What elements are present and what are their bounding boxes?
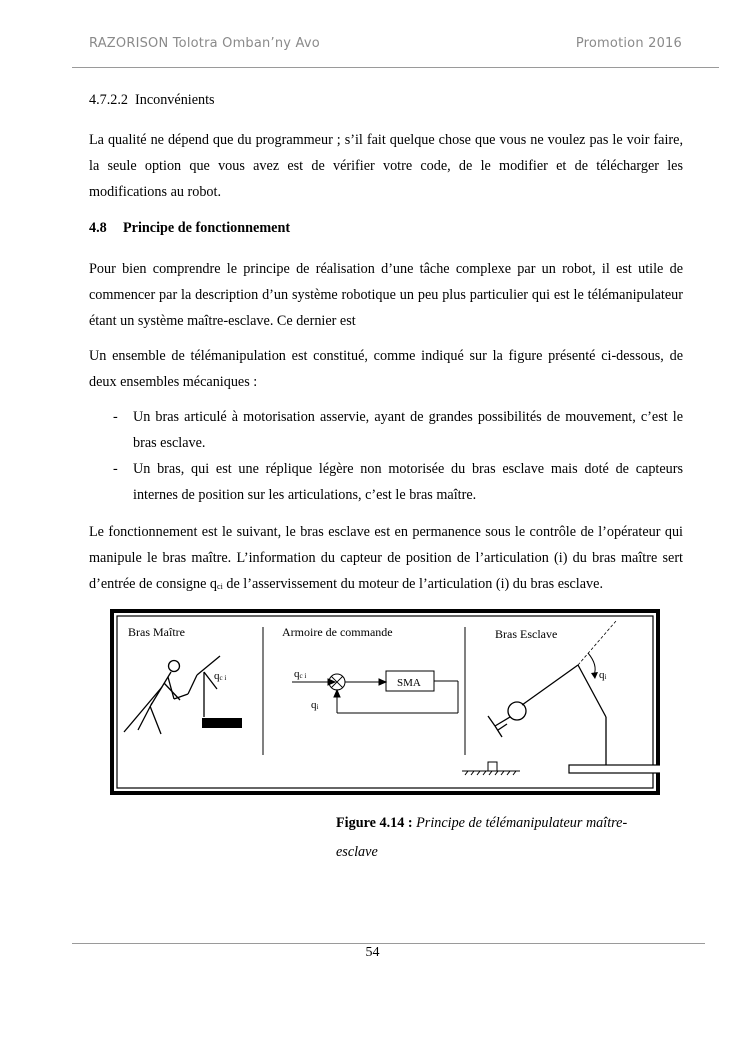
label-qci-master: qc i	[214, 670, 227, 682]
paragraph-inconvenients: La qualité ne dépend que du programmeur ; s’il fait quelque chose que vous ne voulez pas le voir faire, la seule option que vous avez est de vérifier votre code, de le modifier et de télécharger les modifications au robot.	[89, 132, 683, 200]
paragraph-intro: Pour bien comprendre le principe de réalisation d’une tâche complexe par un robot, il est utile de commencer par la description d’un système robotique un peu plus particulier qui est le télémanipulateur étant un système maître-esclave. Ce dernier est	[89, 261, 683, 329]
footer-divider	[72, 943, 705, 944]
section-heading	[89, 215, 683, 241]
panel-cabinet-title: Armoire de commande	[282, 625, 393, 639]
bullet-list	[89, 404, 683, 508]
paragraph-ensemble: Un ensemble de télémanipulation est constitué, comme indiqué sur la figure présenté ci-dessous, de deux ensembles mécaniques :	[89, 348, 683, 390]
list-item	[89, 404, 683, 456]
master-arm-base	[202, 718, 242, 728]
bullet-text: Un bras, qui est une réplique légère non motorisée du bras esclave mais doté de capteurs internes de position sur les articulations, c’est le bras maître.	[133, 461, 683, 503]
paragraph-part2: de l’asservissement du moteur de l’articulation (i) du bras esclave.	[222, 576, 603, 592]
subscript-ci: ci	[217, 582, 223, 591]
bullet-dash: -	[113, 409, 118, 425]
panel-slave-title: Bras Esclave	[495, 627, 558, 641]
label-qi-feedback: qi	[311, 699, 319, 711]
page-number: 54	[365, 945, 380, 960]
sma-label: SMA	[397, 677, 421, 689]
slave-arm-base	[569, 765, 660, 773]
paragraph-part1: Le fonctionnement est le suivant, le bras esclave est en permanence sous le contrôle de l’opérateur qui manipule le bras maître. L’information du capteur de position de l’articulation (i) du bras maître sert d’entrée de consigne q	[89, 524, 683, 592]
subsection-number: 4.7.2.2	[89, 92, 129, 108]
bullet-text: Un bras articulé à motorisation asservie, ayant de grandes possibilités de mouvement, c’est le bras esclave.	[133, 409, 683, 451]
bullet-dash: -	[113, 461, 118, 477]
label-qci-input: qc i	[294, 668, 307, 680]
figure-telemanipulator	[110, 609, 660, 795]
section-title: Principe de fonctionnement	[123, 220, 291, 236]
subsection-heading	[89, 87, 683, 113]
figure-frame-gap	[114, 613, 656, 791]
paragraph-fonctionnement	[89, 519, 683, 600]
label-qi-slave: qi	[599, 669, 607, 681]
section-number: 4.8	[89, 220, 107, 236]
subsection-title: Inconvénients	[135, 92, 215, 108]
caption-text: Principe de télémanipulateur maître-esclave	[336, 815, 628, 860]
header-divider	[72, 67, 719, 68]
header-author: RAZORISON Tolotra Omban’ny Avo	[89, 36, 320, 51]
list-item	[89, 456, 683, 508]
header-promotion: Promotion 2016	[575, 36, 682, 51]
figure-caption	[336, 809, 666, 867]
caption-label: Figure 4.14 :	[336, 815, 413, 831]
panel-master-title: Bras Maître	[128, 625, 185, 639]
